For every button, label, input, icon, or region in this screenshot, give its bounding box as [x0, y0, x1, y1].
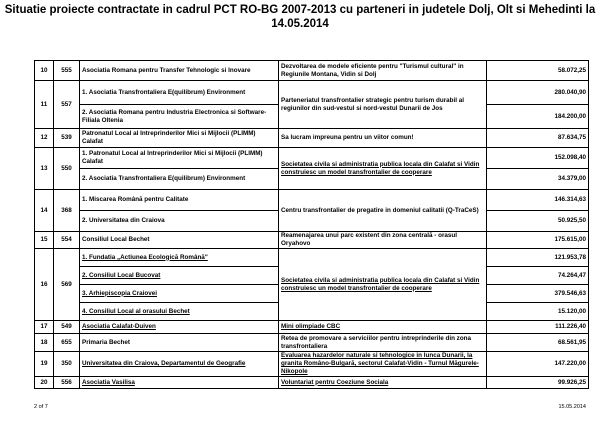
table-row	[35, 321, 589, 334]
partner-name: 1. Patronatul Local al Intreprinderilor Mici si Mijlocii (PLIMM) Calafat	[80, 148, 279, 169]
project-title: Voluntariat pentru Coeziune Sociala	[279, 377, 487, 389]
partner-name: 2. Asociatia Romana pentru Industria Electronica si Software- Filiala Oltenia	[80, 105, 279, 129]
partner-name: Asociatia Romana pentru Transfer Tehnologic si Inovare	[80, 61, 279, 81]
contract-value: 184.200,00	[487, 105, 589, 129]
row-number: 16	[35, 249, 54, 321]
contract-value: 50.925,50	[487, 211, 589, 232]
contract-value: 111.226,40	[487, 321, 589, 334]
row-number: 17	[35, 321, 54, 334]
project-title: Dezvoltarea de modele eficiente pentru "Turismul cultural" in Regiunile Montana, Vidin si Dolj	[279, 61, 487, 81]
project-title: Societatea civila si administratia publica locala din Calafat si Vidin construiesc un model transfrontalier de cooperare	[279, 148, 487, 190]
partner-name: Asociatia Vasilisa	[80, 377, 279, 389]
project-title: Societatea civila si administratia publica locala din Calafat si Vidin construiesc un model transfrontalier de cooperare	[279, 249, 487, 321]
row-number: 19	[35, 352, 54, 377]
row-number: 11	[35, 81, 54, 129]
table-row	[35, 352, 589, 377]
table-row	[35, 334, 589, 352]
row-number: 12	[35, 129, 54, 148]
contract-value: 121.953,78	[487, 249, 589, 267]
contract-value: 175.615,00	[487, 232, 589, 249]
table-row	[35, 190, 589, 211]
project-id: 554	[54, 232, 80, 249]
project-title: Evaluarea hazardelor naturale si tehnologice in lunca Dunarii, la granita Româno-Bulgară, sectorul Calafat-Vidin - Turnul Măgurele-Nikopole	[279, 352, 487, 377]
contract-value: 68.561,95	[487, 334, 589, 352]
project-title: Sa lucram impreuna pentru un viitor comun!	[279, 129, 487, 148]
contract-value: 74.264,47	[487, 267, 589, 285]
row-number: 14	[35, 190, 54, 232]
contract-value: 152.098,40	[487, 148, 589, 169]
partner-name: Asociatia Calafat-Duiven	[80, 321, 279, 334]
table-row	[35, 148, 589, 169]
partner-name: 1. Miscarea Română pentru Calitate	[80, 190, 279, 211]
contract-value: 146.314,63	[487, 190, 589, 211]
table-row	[35, 129, 589, 148]
partner-name: 1. Asociatia Transfrontaliera E(quilibrum) Environment	[80, 81, 279, 105]
partner-name: 2. Universitatea din Craiova	[80, 211, 279, 232]
table-row	[35, 249, 589, 267]
row-number: 15	[35, 232, 54, 249]
table-row	[35, 377, 589, 389]
contract-value: 58.072,25	[487, 61, 589, 81]
contract-value: 87.634,75	[487, 129, 589, 148]
page-number: 2 of 7	[34, 404, 48, 410]
page-title: Situatie proiecte contractate in cadrul PCT RO-BG 2007-2013 cu parteneri in judetele Dolj, Olt si Mehedinti la 14.05.2014	[4, 4, 596, 30]
partner-name: Primaria Bechet	[80, 334, 279, 352]
partner-name: 2. Asociatia Transfrontaliera E(quilibrum) Environment	[80, 169, 279, 190]
partner-name: Patronatul Local al Intreprinderilor Mici si Mijlocii (PLIMM) Calafat	[80, 129, 279, 148]
project-id: 556	[54, 377, 80, 389]
project-id: 569	[54, 249, 80, 321]
project-title: Retea de promovare a serviciilor pentru intreprinderile din zona transfrontaliera	[279, 334, 487, 352]
project-id: 555	[54, 61, 80, 81]
contract-value: 99.926,25	[487, 377, 589, 389]
table-row	[35, 61, 589, 81]
table-row	[35, 232, 589, 249]
row-number: 20	[35, 377, 54, 389]
project-id: 557	[54, 81, 80, 129]
partner-name: 1. Fundatia „Actiunea Ecologică Română"	[80, 249, 279, 267]
project-title: Centru transfrontalier de pregatire in domeniul calitatii (Q-TraCeS)	[279, 190, 487, 232]
project-id: 549	[54, 321, 80, 334]
row-number: 13	[35, 148, 54, 190]
contract-value: 280.040,90	[487, 81, 589, 105]
partner-name: 2. Consiliul Local Bucovat	[80, 267, 279, 285]
project-id: 655	[54, 334, 80, 352]
row-number: 18	[35, 334, 54, 352]
contract-value: 379.546,63	[487, 285, 589, 303]
partner-name: Consiliul Local Bechet	[80, 232, 279, 249]
project-id: 350	[54, 352, 80, 377]
project-id: 368	[54, 190, 80, 232]
partner-name: 3. Arhiepiscopia Craiovei	[80, 285, 279, 303]
footer-date: 15.05.2014	[558, 404, 586, 410]
project-title: Parteneriatul transfrontalier strategic pentru turism durabil al regiunilor din sud-vestul si nord-vestul Dunarii de Jos	[279, 81, 487, 129]
row-number: 10	[35, 61, 54, 81]
contract-value: 15.120,00	[487, 303, 589, 321]
project-id: 550	[54, 148, 80, 190]
project-id: 539	[54, 129, 80, 148]
table-row	[35, 81, 589, 105]
partner-name: Universitatea din Craiova, Departamentul de Geografie	[80, 352, 279, 377]
contract-value: 147.220,00	[487, 352, 589, 377]
partner-name: 4. Consiliul Local al orasului Bechet	[80, 303, 279, 321]
project-title: Mini olimpiade CBC	[279, 321, 487, 334]
project-title: Reamenajarea unui parc existent din zona centrală - orasul Oryahovo	[279, 232, 487, 249]
projects-table	[34, 60, 589, 389]
contract-value: 34.379,00	[487, 169, 589, 190]
